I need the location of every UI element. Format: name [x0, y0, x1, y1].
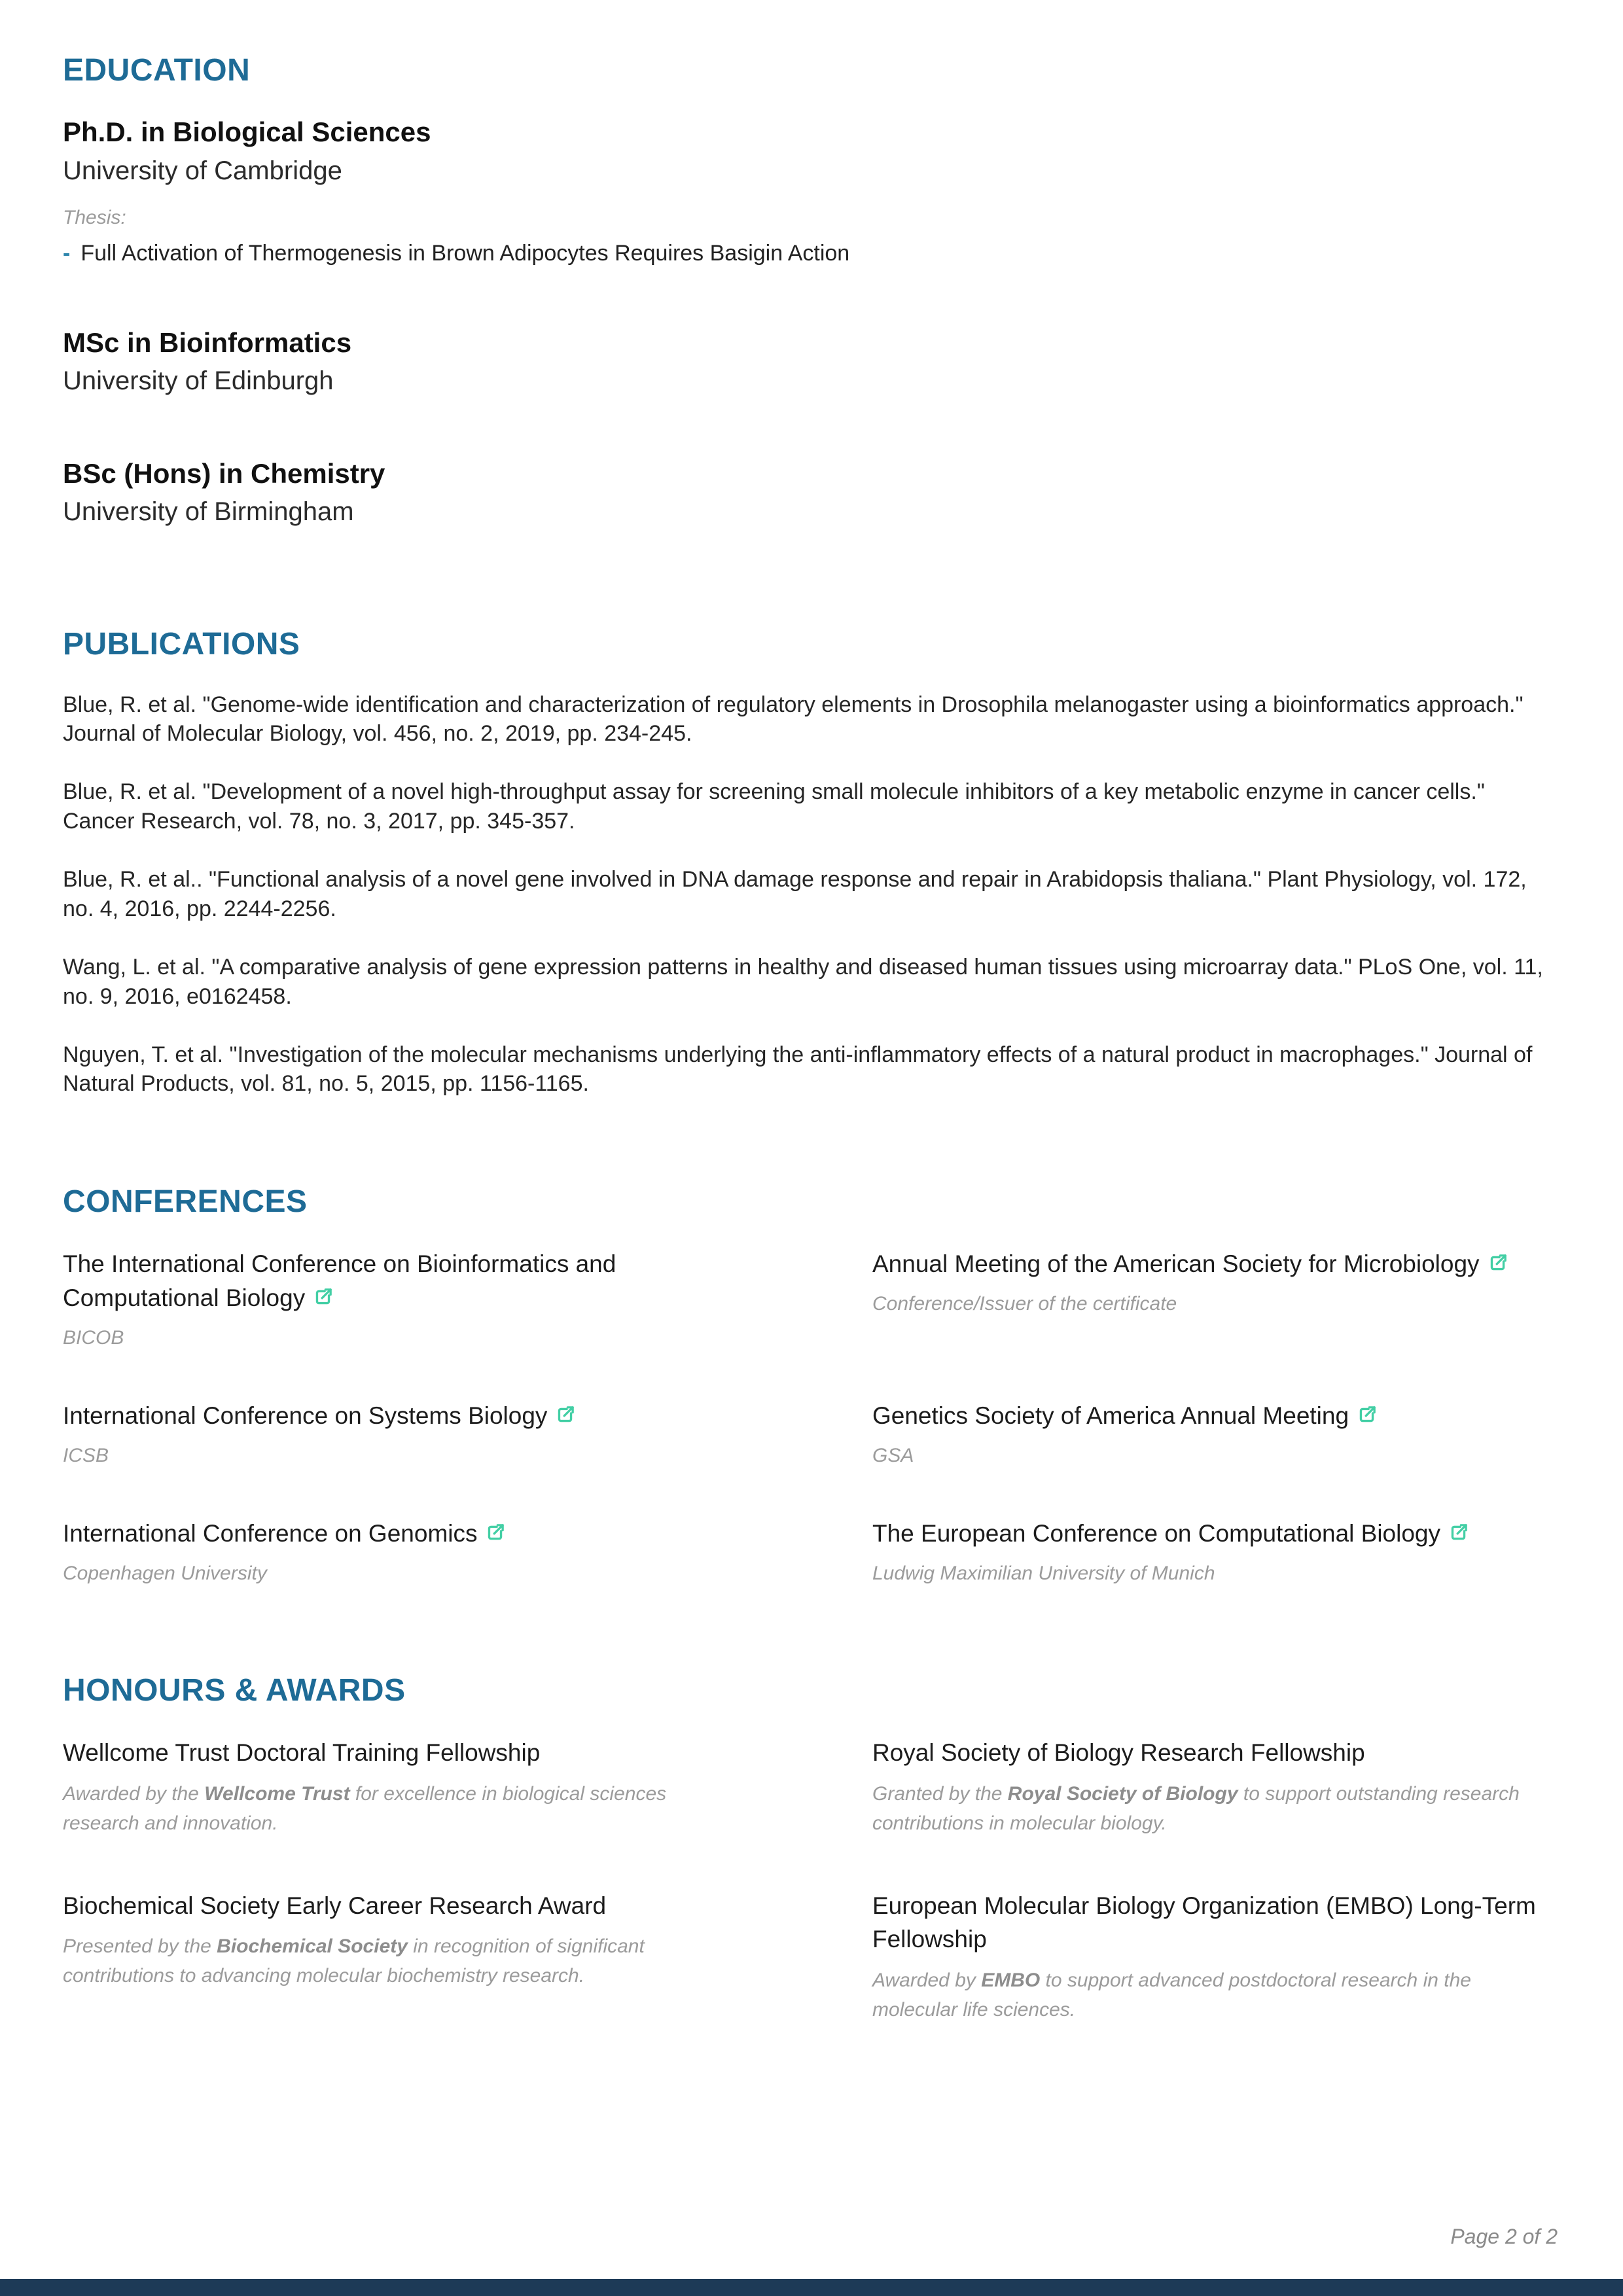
education-item: [63, 327, 1558, 397]
institution-name: University of Edinburgh: [63, 366, 334, 395]
external-link-icon[interactable]: [485, 1518, 505, 1552]
award-title: Royal Society of Biology Research Fellowship: [872, 1739, 1365, 1766]
education-item: [63, 457, 1558, 528]
conferences-heading: CONFERENCES: [63, 1184, 308, 1220]
conference-subtitle: Copenhagen University: [63, 1562, 267, 1584]
publication-entry: Blue, R. et al.. "Functional analysis of a novel gene involved in DNA damage response and repair in Arabidopsis thaliana." Plant Physiology, vol. 172, no. 4, 2016, pp. 2244-2256.: [63, 867, 1527, 921]
conference-subtitle: Conference/Issuer of the certificate: [872, 1293, 1177, 1315]
institution-name: University of Cambridge: [63, 156, 342, 185]
conference-subtitle: GSA: [872, 1444, 914, 1466]
education-section: [63, 52, 1558, 528]
award-issuer: Wellcome Trust: [204, 1782, 350, 1805]
conference-entry: [872, 1399, 1558, 1470]
education-item: [63, 116, 1558, 266]
award-issuer: Royal Society of Biology: [1007, 1782, 1238, 1805]
award-issuer: Biochemical Society: [217, 1935, 408, 1958]
external-link-icon[interactable]: [1448, 1518, 1469, 1552]
conference-entry: [63, 1247, 748, 1352]
degree-title: MSc in Bioinformatics: [63, 327, 352, 358]
degree-title: BSc (Hons) in Chemistry: [63, 457, 385, 489]
degree-title: Ph.D. in Biological Sciences: [63, 116, 431, 148]
honours-grid: [63, 1736, 1558, 2024]
institution-name: University of Birmingham: [63, 497, 354, 527]
bullet-dash-icon: [63, 241, 70, 266]
award-description: Presented by the Biochemical Society in recognition of significant contributions to advancing molecular biochemistry research.: [63, 1935, 645, 1987]
thesis-label: Thesis:: [63, 206, 126, 228]
award-title: Biochemical Society Early Career Research Award: [63, 1892, 607, 1919]
award-title: European Molecular Biology Organization (EMBO) Long-Term Fellowship: [872, 1892, 1536, 1953]
award-entry: [872, 1736, 1558, 1838]
conference-link[interactable]: International Conference on Systems Biology: [63, 1402, 548, 1430]
conference-entry: [872, 1247, 1558, 1352]
conference-link[interactable]: The European Conference on Computational Biology: [872, 1519, 1441, 1547]
page-number-label: Page 2 of 2: [1450, 2225, 1558, 2248]
conferences-section: [63, 1184, 1558, 1587]
conference-entry: [63, 1399, 748, 1470]
thesis-entry: [63, 241, 1558, 266]
award-issuer: EMBO: [981, 1969, 1041, 1992]
award-entry: [63, 1736, 748, 1838]
external-link-icon[interactable]: [1488, 1248, 1508, 1282]
award-entry: [872, 1889, 1558, 2025]
conference-link[interactable]: The International Conference on Bioinformatics and Computational Biology: [63, 1250, 616, 1312]
conference-subtitle: ICSB: [63, 1444, 109, 1466]
footer-bar: [0, 2279, 1623, 2296]
publication-entry: Nguyen, T. et al. "Investigation of the molecular mechanisms underlying the anti-inflammatory effects of a natural product in macrophages." Journal of Natural Products, vol. 81, no. 5, 2015, pp. 1156-1165.: [63, 1042, 1533, 1097]
conference-entry: [63, 1517, 748, 1587]
thesis-title: Full Activation of Thermogenesis in Brown Adipocytes Requires Basigin Action: [80, 240, 850, 266]
external-link-icon[interactable]: [555, 1400, 575, 1434]
award-description: Awarded by the Wellcome Trust for excellence in biological sciences research and innovation.: [63, 1782, 667, 1834]
award-entry: [63, 1889, 748, 2025]
publication-entry: Blue, R. et al. "Development of a novel high-throughput assay for screening small molecule inhibitors of a key metabolic enzyme in cancer cells." Cancer Research, vol. 78, no. 3, 2017, pp. 345-357.: [63, 779, 1485, 834]
honours-heading: HONOURS & AWARDS: [63, 1672, 406, 1708]
conference-subtitle: BICOB: [63, 1327, 124, 1349]
award-title: Wellcome Trust Doctoral Training Fellowship: [63, 1739, 541, 1766]
publication-entry: Blue, R. et al. "Genome-wide identification and characterization of regulatory elements in Drosophila melanogaster using a bioinformatics approach." Journal of Molecular Biology, vol. 456, no. 2, 2019, pp. 234-245.: [63, 692, 1524, 747]
publications-heading: PUBLICATIONS: [63, 627, 300, 662]
award-description: Awarded by EMBO to support advanced postdoctoral research in the molecular life sciences.: [872, 1969, 1471, 2021]
external-link-icon[interactable]: [1357, 1400, 1377, 1434]
conference-link[interactable]: Genetics Society of America Annual Meeting: [872, 1402, 1349, 1430]
award-description: Granted by the Royal Society of Biology to support outstanding research contributions in molecular biology.: [872, 1782, 1520, 1834]
education-heading: EDUCATION: [63, 53, 251, 88]
conference-link[interactable]: International Conference on Genomics: [63, 1519, 478, 1547]
external-link-icon[interactable]: [313, 1282, 333, 1316]
honours-section: [63, 1672, 1558, 2025]
conference-link[interactable]: Annual Meeting of the American Society for Microbiology: [872, 1250, 1480, 1278]
conference-subtitle: Ludwig Maximilian University of Munich: [872, 1562, 1215, 1584]
conferences-grid: [63, 1247, 1558, 1587]
publication-entry: Wang, L. et al. "A comparative analysis of gene expression patterns in healthy and diseased human tissues using microarray data." PLoS One, vol. 11, no. 9, 2016, e0162458.: [63, 954, 1543, 1009]
publications-section: [63, 626, 1558, 1099]
conference-entry: [872, 1517, 1558, 1587]
